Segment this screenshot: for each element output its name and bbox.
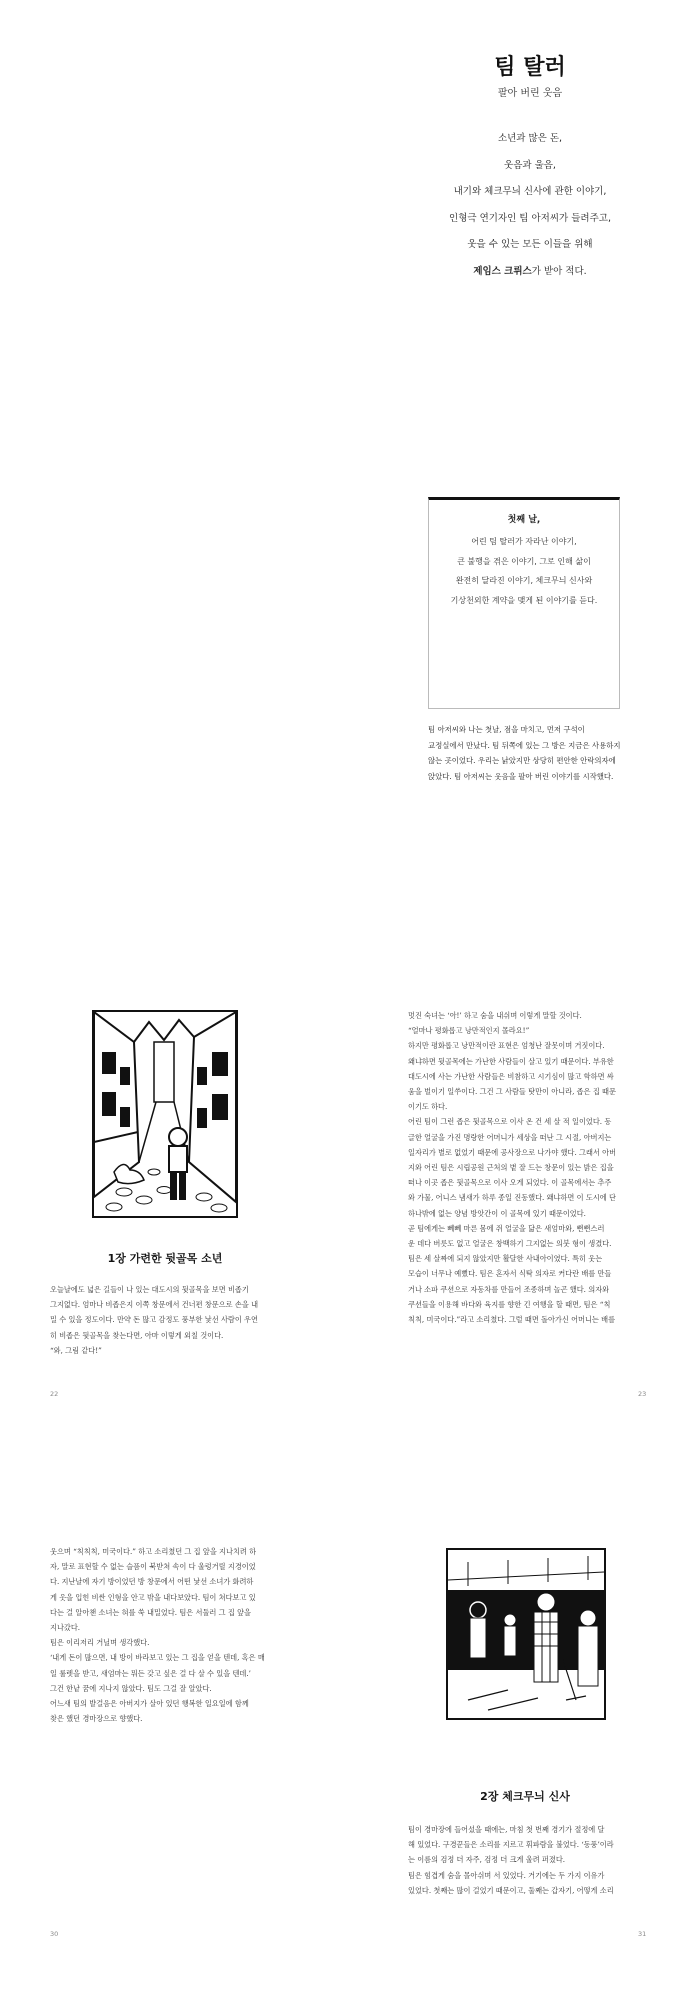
intro-line: 소년과 많은 돈, bbox=[497, 133, 563, 144]
text-line: “와, 그림 같다!” bbox=[50, 1345, 102, 1355]
text-line: ‘내게 돈이 많으면, 내 방이 바라보고 있는 그 집을 얻을 텐데, 혹은 매 bbox=[50, 1653, 265, 1663]
intro-line: 인형극 연기자인 팀 아저씨가 들려주고, bbox=[449, 212, 611, 224]
day-heading: 첫째 날, bbox=[507, 515, 541, 525]
day-line: 완전히 달라진 이야기, 체크무늬 신사와 bbox=[455, 576, 593, 585]
text-line: 해 있었다. 구경꾼들은 소리를 지르고 휘파람을 불었다. ‘동풍’이라 bbox=[408, 1840, 614, 1850]
text-line: 쿠션들을 이용해 바다와 육지를 향한 긴 여행을 할 때면, 팀은 “칙 bbox=[408, 1299, 611, 1309]
text-line: 그지없다. 엄마나 비좁은지 이쪽 창문에서 건너편 창문으로 손을 내 bbox=[50, 1300, 259, 1310]
text-line: 어느새 팀의 발걸음은 아버지가 살아 있던 행복한 일요일에 함께 bbox=[50, 1699, 249, 1709]
text-line: 찾은 했던 경마장으로 향했다. bbox=[50, 1714, 143, 1724]
text-line: “얼마나 평화롭고 낭만적인지 몰라요!” bbox=[408, 1026, 530, 1036]
text-line: 팀이 경마장에 들어섰을 때에는, 마침 첫 번째 경기가 절정에 달 bbox=[408, 1825, 605, 1834]
page-22-text bbox=[50, 1282, 290, 1358]
text-line: 어린 팀이 그런 좁은 뒷골목으로 이사 온 건 세 살 적 일이었다. 동 bbox=[408, 1117, 612, 1127]
note-line: 않는 곳이었다. 우리는 낡았지만 상당히 편안한 안락의자에 bbox=[428, 756, 616, 765]
text-line: 는 이름의 검정 더 자주, 검정 더 크게 울려 퍼졌다. bbox=[408, 1855, 566, 1865]
text-line: 웃으며 “칙칙칙, 미국이다.” 하고 소리쳤던 그 집 앞을 지나치려 하 bbox=[50, 1547, 257, 1556]
text-line: 이기도 하다. bbox=[408, 1102, 448, 1112]
intro-line-last bbox=[430, 259, 630, 286]
page-31-text bbox=[408, 1822, 648, 1898]
text-line: 히 비좁은 뒷골목을 찾는다면, 아마 이렇게 외칠 것이다. bbox=[50, 1330, 224, 1340]
note-line: 교정실에서 만났다. 팀 뒤쪽에 있는 그 방은 지금은 사용하지 bbox=[428, 740, 621, 750]
text-line: 멋진 숙녀는 ‘아!’ 하고 숨을 내쉬며 이렇게 말할 것이다. bbox=[408, 1011, 582, 1020]
page-number-23: 23 bbox=[638, 1390, 647, 1398]
intro-line: 내기와 체크무늬 신사에 관한 이야기, bbox=[453, 186, 607, 197]
text-line: 대도시에 사는 가난한 사람들은 비참하고 시기심이 많고 학하면 싸 bbox=[408, 1071, 614, 1081]
racetrack-illustration-art bbox=[448, 1550, 604, 1718]
page-23-text bbox=[408, 1008, 648, 1327]
chapter-1-title: 1장 가련한 뒷골목 소년 bbox=[107, 1252, 223, 1265]
page-30-text bbox=[50, 1544, 290, 1726]
text-line: 거나 소파 쿠션으로 자동차를 만들어 조종하며 놀곤 했다. 의자와 bbox=[408, 1284, 610, 1294]
racetrack-crowd-illustration bbox=[446, 1548, 606, 1720]
handwritten-note bbox=[428, 722, 633, 784]
text-line: 다는 걸 알아챈 소녀는 혀를 쑥 내밀었다. 팀은 서둘러 그 집 앞을 bbox=[50, 1607, 251, 1617]
day-line: 어린 팀 탈러가 자라난 이야기, bbox=[471, 537, 577, 546]
text-line: 칙칙, 미국이다.”라고 소리쳤다. 그럴 때면 돌아가신 어머니는 배를 bbox=[408, 1315, 616, 1325]
text-line: 팀은 세 살짜에 되지 않았지만 활달한 사내아이였다. 특히 웃는 bbox=[408, 1254, 603, 1264]
text-line: 밀 수 있을 정도이다. 만약 돈 많고 감정도 풍부한 낯선 사람이 우연 bbox=[50, 1315, 258, 1325]
text-line: 자, 말로 표현할 수 없는 슬픔이 북받쳐 속이 다 울렁거릴 지경이었 bbox=[50, 1562, 256, 1572]
text-line: 와 가물, 어니스 냄새가 하루 종일 진동했다. 왜냐하면 이 도시에 단 bbox=[408, 1193, 616, 1203]
day-line: 큰 불행을 겪은 이야기, 그로 인해 삶이 bbox=[457, 556, 591, 566]
book-subtitle: 팔아 버린 웃음 bbox=[497, 88, 563, 99]
text-line: 지나갔다. bbox=[50, 1623, 81, 1633]
text-line: 운 데다 버릇도 없고 얼굴은 창백하기 그지없는 의붓 형이 생겼다. bbox=[408, 1239, 612, 1249]
text-line: 일 룰렛을 받고, 새엄마는 뭐든 갖고 싶은 걸 다 살 수 있을 텐데.’ bbox=[50, 1668, 251, 1678]
text-line: 다. 지난날에 자기 방이었던 방 창문에서 어떤 낯선 소녀가 화려하 bbox=[50, 1577, 254, 1587]
page-number-31: 31 bbox=[638, 1930, 647, 1938]
text-line: 하나밖에 없는 양념 방앗간이 이 골목에 있기 때문이었다. bbox=[408, 1208, 586, 1218]
text-line: 움을 벌이기 일쑤이다. 그건 그 사람들 탓만이 아니라, 좁은 집 때문 bbox=[408, 1087, 616, 1097]
page-number-30: 30 bbox=[50, 1930, 59, 1938]
intro-suffix: 가 받아 적다. bbox=[531, 265, 587, 277]
chapter-2-title: 2장 체크무늬 신사 bbox=[480, 1790, 570, 1803]
text-line: 그건 한낱 꿈에 지나지 않았다. 팀도 그걸 잘 알았다. bbox=[50, 1683, 212, 1693]
text-line: 떠나 이곳 좁은 뒷골목으로 이사 오게 되었다. 이 골목에서는 추주 bbox=[408, 1178, 612, 1188]
text-line: 팀은 힘겹게 숨을 몰아쉬며 서 있었다. 거기에는 두 가지 이유가 bbox=[408, 1870, 605, 1880]
text-line: 일자리가 별로 없었기 때문에 공사장으로 나가야 했다. 그래서 아버 bbox=[408, 1147, 617, 1157]
text-line: 하지만 평화롭고 낭만적이란 표현은 엄청난 잘못이며 거짓이다. bbox=[408, 1041, 605, 1051]
text-line: 곧 팀에게는 뻬뻬 마른 몸에 쥐 얼굴을 닮은 새엄마와, 뻔뻔스러 bbox=[408, 1223, 605, 1233]
text-line: 있었다. 첫째는 많이 걸었기 때문이고, 둘째는 갑자기, 어떻게 소리 bbox=[408, 1885, 614, 1895]
alley-boy-illustration bbox=[92, 1010, 238, 1218]
alley-illustration-art bbox=[94, 1012, 236, 1216]
day-description bbox=[432, 532, 616, 610]
text-line: 지와 어린 팀은 시립공원 근처의 볕 잘 드는 창문이 있는 밝은 집을 bbox=[408, 1163, 614, 1173]
intro-block bbox=[430, 126, 630, 285]
book-title: 팀 탈러 bbox=[494, 55, 566, 80]
page-number-22: 22 bbox=[50, 1390, 59, 1398]
text-line: 모습이 너무나 예뻤다. 팀은 혼자서 식탁 의자로 커다란 배를 만들 bbox=[408, 1269, 612, 1279]
day-line: 기상천외한 계약을 맺게 된 이야기를 듣다. bbox=[450, 595, 598, 605]
intro-line: 웃을 수 있는 모든 이들을 위해 bbox=[467, 239, 593, 250]
text-line: 왜냐하면 뒷골목에는 가난한 사람들이 살고 있기 때문이다. 부유한 bbox=[408, 1056, 614, 1066]
text-line: 게 옷을 입힌 비싼 인형을 안고 밖을 내다보았다. 팀이 쳐다보고 있 bbox=[50, 1592, 256, 1602]
note-line: 팀 아저씨와 나는 첫날, 점을 마치고, 먼저 구석이 bbox=[428, 725, 585, 734]
note-line: 앉았다. 팀 아저씨는 웃음을 팔아 버린 이야기를 시작했다. bbox=[428, 771, 614, 781]
author-name: 제임스 크뤼스 bbox=[473, 265, 532, 277]
intro-line: 웃음과 울음, bbox=[504, 159, 556, 171]
text-line: 팀은 이리저리 거닐며 생각했다. bbox=[50, 1638, 150, 1648]
text-line: 오늘날에도 넓은 길들이 나 있는 대도시의 뒷골목을 보면 비좁기 bbox=[50, 1285, 249, 1294]
text-line: 글한 얼굴을 가진 명랑한 어머니가 세상을 떠난 그 시절, 아버지는 bbox=[408, 1132, 612, 1142]
